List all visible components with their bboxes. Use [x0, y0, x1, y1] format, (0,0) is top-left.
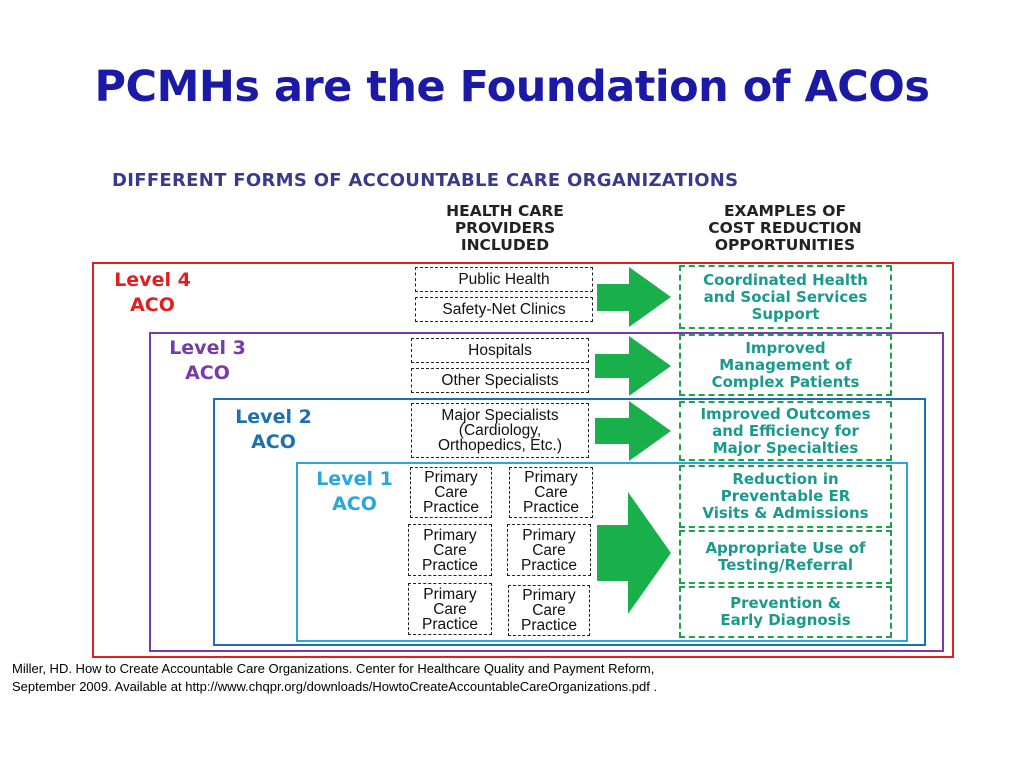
providers-header-line: PROVIDERS [454, 219, 556, 237]
provider-line: Primary [524, 469, 578, 486]
example-line: Improved Outcomes [700, 404, 871, 423]
example-line: Improved [745, 338, 826, 357]
green-arrow-icon [595, 401, 671, 461]
example-line: Major Specialties [712, 438, 859, 457]
diagram-title: DIFFERENT FORMS OF ACCOUNTABLE CARE ORGANIZATIONS [112, 170, 739, 191]
example-box [679, 334, 892, 396]
examples-header-line: EXAMPLES OF [723, 202, 847, 220]
provider-line: Primary [423, 585, 477, 603]
level-aco: ACO [185, 362, 230, 384]
examples-header-line: OPPORTUNITIES [714, 236, 856, 254]
green-arrow-icon [597, 492, 671, 614]
slide-title: PCMHs are the Foundation of ACOs [94, 62, 930, 112]
providers-header-line: INCLUDED [460, 236, 550, 254]
example-line: Complex Patients [711, 372, 860, 391]
green-arrow-icon [597, 267, 671, 327]
provider-line: Care [433, 600, 467, 618]
provider-public-health: Public Health [415, 267, 593, 292]
example-line: Management of [719, 355, 852, 374]
example-line: Prevention & [730, 594, 841, 612]
example-box [679, 401, 892, 461]
provider-line: Care [433, 541, 467, 559]
example-line: Preventable ER [720, 487, 851, 505]
provider-safety-net-clinics: Safety-Net Clinics [415, 297, 593, 322]
provider-line: Practice [423, 499, 479, 516]
provider-line: (Cardiology, [458, 422, 542, 439]
level-aco: ACO [332, 493, 377, 515]
citation-line: September 2009. Available at http://www.chqpr.org/downloads/HowtoCreateAccountableCareOrganizations.pdf . [12, 679, 658, 694]
provider-line: Care [434, 484, 468, 501]
provider-line: Practice [521, 617, 577, 634]
provider-other-specialists: Other Specialists [411, 368, 589, 393]
provider-line: Care [532, 602, 566, 619]
provider-line: Major Specialists [441, 407, 559, 424]
provider-line: Practice [521, 556, 577, 574]
level-name: Level 3 [169, 337, 246, 359]
providers-header-line: HEALTH CARE [446, 202, 564, 220]
provider-line: Primary [423, 526, 477, 544]
level-aco: ACO [251, 431, 296, 453]
level-name: Level 2 [235, 406, 312, 428]
provider-line: Practice [523, 499, 579, 516]
provider-line: Care [534, 484, 568, 501]
provider-line: Practice [422, 615, 478, 633]
example-line: Testing/Referral [717, 556, 854, 574]
example-line: Support [751, 304, 820, 323]
example-line: Coordinated Health [703, 270, 868, 289]
example-line: Reduction in [732, 470, 839, 488]
provider-line: Primary [522, 526, 576, 544]
provider-line: Primary [424, 469, 478, 486]
example-box [679, 265, 892, 329]
example-line: Appropriate Use of [705, 539, 866, 557]
examples-header-line: COST REDUCTION [708, 219, 862, 237]
level-name: Level 1 [316, 468, 393, 490]
green-arrow-icon [595, 336, 671, 396]
level-aco: ACO [130, 294, 175, 316]
provider-line: Primary [522, 587, 576, 604]
example-box [679, 465, 892, 528]
example-line: and Social Services [703, 287, 868, 306]
example-line: Early Diagnosis [720, 611, 851, 629]
provider-line: Practice [422, 556, 478, 574]
example-line: Visits & Admissions [702, 504, 869, 522]
citation-line: Miller, HD. How to Create Accountable Care Organizations. Center for Healthcare Quality and Payment Reform, [12, 661, 655, 676]
example-box [679, 530, 892, 584]
example-line: and Efficiency for [712, 421, 859, 440]
provider-line: Care [532, 541, 566, 559]
provider-line: Orthopedics, Etc.) [437, 437, 563, 454]
citation [12, 660, 1012, 696]
provider-hospitals: Hospitals [411, 338, 589, 363]
level-name: Level 4 [114, 269, 191, 291]
example-box [679, 586, 892, 638]
